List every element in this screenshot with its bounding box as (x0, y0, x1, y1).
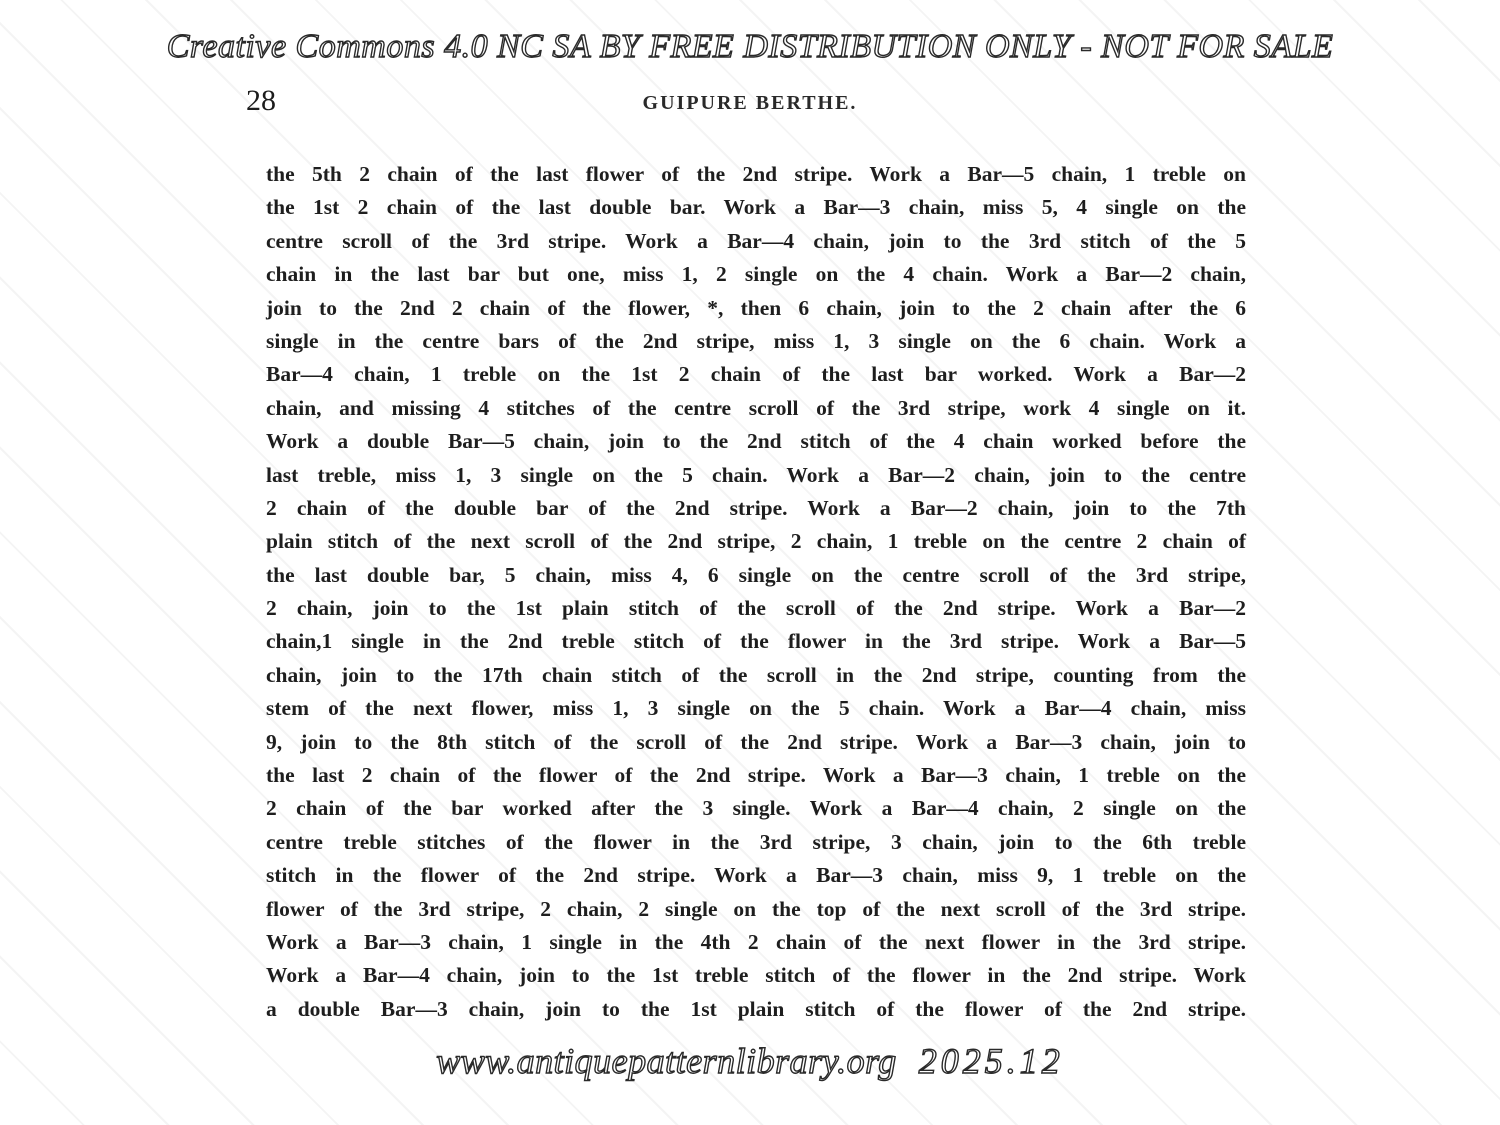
text-line: the 1st 2 chain of the last double bar. Work a Bar—3 chain, miss 5, 4 single on the (266, 195, 1246, 220)
text-line: 9, join to the 8th stitch of the scroll of the 2nd stripe. Work a Bar—3 chain, join to (266, 729, 1246, 754)
text-line: centre scroll of the 3rd stripe. Work a Bar—4 chain, join to the 3rd stitch of the 5 (266, 228, 1246, 253)
text-line: stem of the next flower, miss 1, 3 single on the 5 chain. Work a Bar—4 chain, miss (266, 696, 1246, 721)
text-line: single in the centre bars of the 2nd stripe, miss 1, 3 single on the 6 chain. Work a (266, 328, 1246, 353)
text-line: a double Bar—3 chain, join to the 1st plain stitch of the flower of the 2nd stripe. (266, 996, 1246, 1021)
text-line: the last 2 chain of the flower of the 2nd stripe. Work a Bar—3 chain, 1 treble on the (266, 763, 1246, 788)
text-line: 2 chain, join to the 1st plain stitch of the scroll of the 2nd stripe. Work a Bar—2 (266, 596, 1246, 621)
license-notice: Creative Commons 4.0 NC SA BY FREE DISTRIBUTION ONLY - NOT FOR SALE (166, 28, 1334, 65)
text-line: plain stitch of the next scroll of the 2nd stripe, 2 chain, 1 treble on the centre 2 chain of (266, 529, 1246, 554)
text-line: chain in the last bar but one, miss 1, 2 single on the 4 chain. Work a Bar—2 chain, (266, 262, 1246, 287)
text-line: the last double bar, 5 chain, miss 4, 6 single on the centre scroll of the 3rd stripe, (266, 562, 1246, 587)
running-title: GUIPURE BERTHE. (642, 92, 858, 114)
text-line: chain, join to the 17th chain stitch of the scroll in the 2nd stripe, counting from the (266, 662, 1246, 687)
text-line: join to the 2nd 2 chain of the flower, *, then 6 chain, join to the 2 chain after the 6 (266, 295, 1246, 320)
text-line: 2 chain of the double bar of the 2nd stripe. Work a Bar—2 chain, join to the 7th (266, 495, 1246, 520)
text-line: chain,1 single in the 2nd treble stitch of the flower in the 3rd stripe. Work a Bar—5 (266, 629, 1246, 654)
body-text (266, 158, 1246, 1026)
text-line: last treble, miss 1, 3 single on the 5 chain. Work a Bar—2 chain, join to the centre (266, 462, 1246, 487)
text-line: Work a Bar—3 chain, 1 single in the 4th 2 chain of the next flower in the 3rd stripe. (266, 929, 1246, 954)
text-line: flower of the 3rd stripe, 2 chain, 2 single on the top of the next scroll of the 3rd stripe. (266, 896, 1246, 921)
text-line: stitch in the flower of the 2nd stripe. Work a Bar—3 chain, miss 9, 1 treble on the (266, 863, 1246, 888)
page-number: 28 (246, 84, 276, 117)
text-line: centre treble stitches of the flower in the 3rd stripe, 3 chain, join to the 6th treble (266, 829, 1246, 854)
text-line: the 5th 2 chain of the last flower of the 2nd stripe. Work a Bar—5 chain, 1 treble on (266, 162, 1246, 186)
text-line: 2 chain of the bar worked after the 3 single. Work a Bar—4 chain, 2 single on the (266, 796, 1246, 821)
watermark-url: www.antiquepatternlibrary.org (436, 1041, 897, 1081)
text-line: Work a double Bar—5 chain, join to the 2nd stitch of the 4 chain worked before the (266, 429, 1246, 454)
text-line: Work a Bar—4 chain, join to the 1st treble stitch of the flower in the 2nd stripe. Work (266, 963, 1246, 988)
site-watermark (0, 1040, 1500, 1082)
text-line: chain, and missing 4 stitches of the centre scroll of the 3rd stripe, work 4 single on it. (266, 395, 1246, 420)
watermark-date: 2025.12 (918, 1041, 1064, 1081)
text-line: Bar—4 chain, 1 treble on the 1st 2 chain of the last bar worked. Work a Bar—2 (266, 362, 1246, 387)
